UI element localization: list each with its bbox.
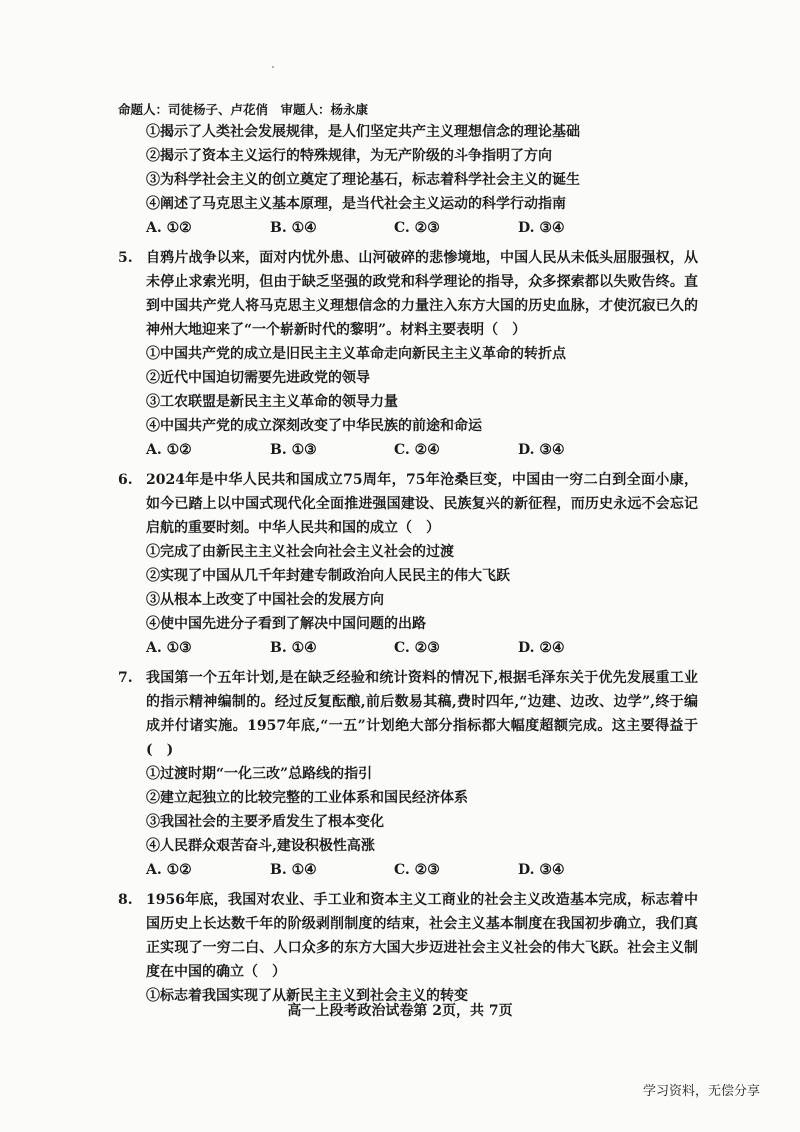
- question-5: [118, 246, 698, 462]
- option-item: ④使中国先进分子看到了解决中国问题的出路: [146, 616, 426, 632]
- question-number: 5.: [118, 250, 133, 266]
- question-6: [118, 468, 698, 660]
- author-line: 命题人：司徒杨子、卢花俏 审题人：杨永康: [118, 102, 369, 117]
- choice-b: B. ①③: [270, 442, 317, 458]
- question-stem: 2024年是中华人民共和国成立75周年，75年沧桑巨变，中国由一穷二白到全面小康，如今已踏上以中国式现代化全面推进强国建设、民族复兴的新征程，而历史永远不会忘记启航的重要时刻。中华人民共和国的成立（ ）: [146, 472, 698, 536]
- option-item: ③从根本上改变了中国社会的发展方向: [146, 592, 384, 608]
- question-stem: 自鸦片战争以来，面对内忧外患、山河破碎的悲惨境地，中国人民从未低头屈服强权，从未停止求索光明，但由于缺乏坚强的政党和科学理论的指导，众多探索都以失败告终。直到中国共产党人将马克思主义理想信念的力量注入东方大国的历史血脉，才使沉寂已久的神州大地迎来了“一个崭新时代的黎明”。材料主要表明（ ）: [146, 250, 698, 338]
- choice-d: D. ②④: [518, 640, 565, 656]
- scan-speck: [272, 66, 274, 68]
- answer-choices: [118, 858, 698, 882]
- option-item: ①完成了由新民主主义社会向社会主义社会的过渡: [146, 544, 454, 560]
- option-item: ②近代中国迫切需要先进政党的领导: [146, 370, 370, 386]
- option-item: ④人民群众艰苦奋斗,建设积极性高涨: [146, 838, 375, 854]
- answer-choices: [118, 438, 698, 462]
- choice-a: A. ①②: [146, 220, 192, 236]
- choice-c: C. ②③: [394, 862, 440, 878]
- option-item: ②实现了中国从几千年封建专制政治向人民民主的伟大飞跃: [146, 568, 510, 584]
- option-item: ①标志着我国实现了从新民主主义到社会主义的转变: [146, 988, 468, 1004]
- option-item: ②揭示了资本主义运行的特殊规律，为无产阶级的斗争指明了方向: [146, 148, 552, 164]
- page-content: [118, 120, 698, 1008]
- option-item: ④阐述了马克思主义基本原理，是当代社会主义运动的科学行动指南: [146, 196, 566, 212]
- question-stem: 1956年底，我国对农业、手工业和资本主义工商业的社会主义改造基本完成，标志着中国历史上长达数千年的阶级剥削制度的结束，社会主义基本制度在我国初步确立，我们真正实现了一穷二白、人口众多的东方大国大步迈进社会主义社会的伟大飞跃。社会主义制度在中国的确立（ ）: [146, 892, 698, 980]
- option-item: ④中国共产党的成立深刻改变了中华民族的前途和命运: [146, 418, 482, 434]
- question-7: [118, 666, 698, 882]
- choice-d: D. ③④: [518, 220, 565, 236]
- choice-c: C. ②③: [394, 640, 440, 656]
- choice-b: B. ①④: [270, 862, 317, 878]
- question-8: [118, 888, 698, 1008]
- choice-c: C. ②③: [394, 220, 440, 236]
- page-footer: 高一上段考政治试卷第 2页，共 7页: [287, 1003, 513, 1019]
- choice-b: B. ①④: [270, 220, 317, 236]
- question-number: 8.: [118, 892, 133, 908]
- option-item: ①中国共产党的成立是旧民主主义革命走向新民主主义革命的转折点: [146, 346, 566, 362]
- option-item: ①过渡时期“一化三改”总路线的指引: [146, 766, 373, 782]
- question-stem: 我国第一个五年计划,是在缺乏经验和统计资料的情况下,根据毛泽东关于优先发展重工业的指示精神编制的。经过反复酝酿,前后数易其稿,费时四年,“边建、边改、边学”,终于编成并付诸实施。1957年底,“一五”计划绝大部分指标都大幅度超额完成。这主要得益于( ): [146, 670, 698, 758]
- answer-choices: [118, 216, 698, 240]
- watermark-text: 学习资料，无偿分享: [642, 1084, 760, 1099]
- choice-a: A. ①③: [146, 640, 192, 656]
- option-item: ③工农联盟是新民主主义革命的领导力量: [146, 394, 398, 410]
- choice-a: A. ①②: [146, 442, 192, 458]
- choice-b: B. ①④: [270, 640, 317, 656]
- choice-c: C. ②④: [394, 442, 440, 458]
- choice-d: D. ③④: [518, 862, 565, 878]
- option-item: ①揭示了人类社会发展规律，是人们坚定共产主义理想信念的理论基础: [146, 124, 580, 140]
- choice-d: D. ③④: [518, 442, 565, 458]
- option-item: ②建立起独立的比较完整的工业体系和国民经济体系: [146, 790, 468, 806]
- option-item: ③我国社会的主要矛盾发生了根本变化: [146, 814, 384, 830]
- choice-a: A. ①②: [146, 862, 192, 878]
- question-4-options: [118, 120, 698, 240]
- question-number: 7.: [118, 670, 133, 686]
- question-number: 6.: [118, 472, 133, 488]
- answer-choices: [118, 636, 698, 660]
- option-item: ③为科学社会主义的创立奠定了理论基石，标志着科学社会主义的诞生: [146, 172, 580, 188]
